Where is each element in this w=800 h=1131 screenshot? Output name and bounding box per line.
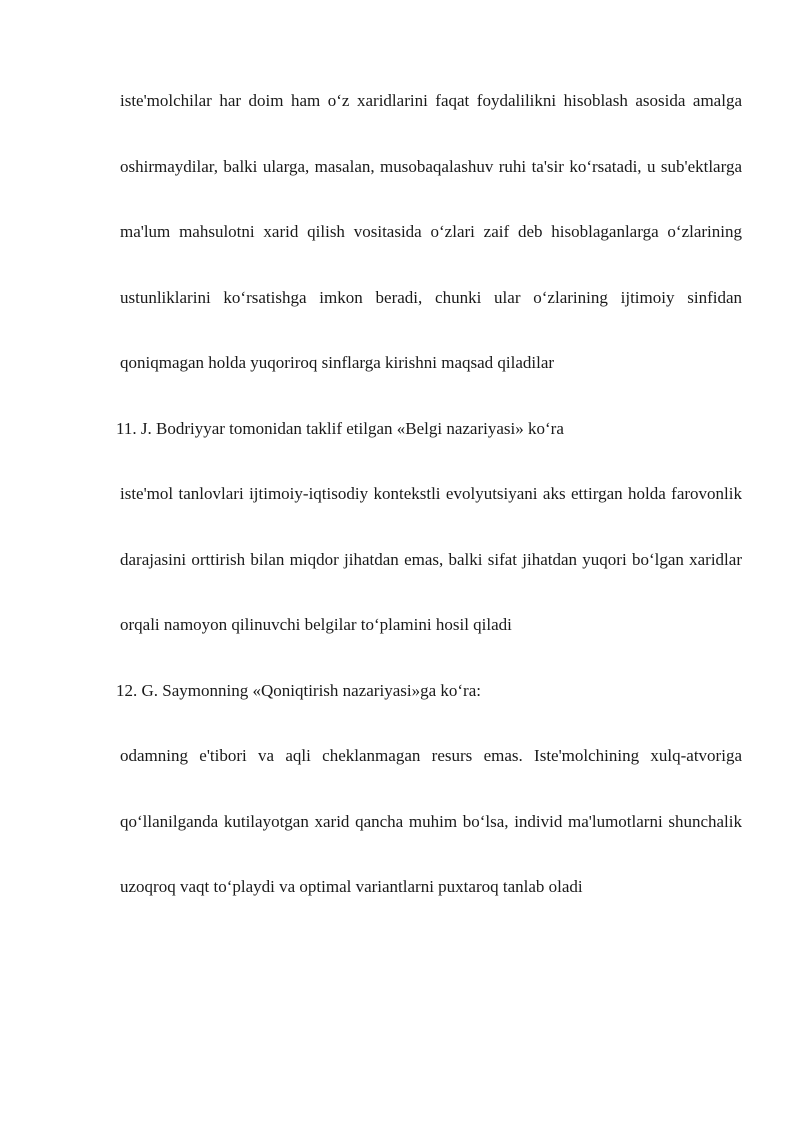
heading-simon-satisficing-theory: 12. G. Saymonning «Qoniqtirish nazariyasi»ga ko‘ra: <box>116 680 481 700</box>
document-page <box>116 68 742 920</box>
paragraph-sign-theory: iste'mol tanlovlari ijtimoiy-iqtisodiy kontekstli evolyutsiyani aks ettirgan holda farovonlik darajasini orttirish bilan miqdor jihatdan emas, balki sifat jihatdan yuqori bo‘lgan xaridlar orqali namoyon qilinuvchi belgilar to‘plamini hosil qiladi <box>120 484 742 634</box>
paragraph-consumer-competition: iste'molchilar har doim ham o‘z xaridlarini faqat foydalilikni hisoblash asosida amalga oshirmaydilar, balki ularga, masalan, musobaqalashuv ruhi ta'sir ko‘rsatadi, u sub'ektlarga ma'lum mahsulotni xarid qilish vositasida o‘zlari zaif deb hisoblaganlarga o‘zlarining ustunliklarini ko‘rsatishga imkon beradi, chunki ular o‘zlarining ijtimoiy sinfidan qoniqmagan holda yuqoriroq sinflarga kirishni maqsad qiladilar <box>120 91 742 372</box>
paragraph-satisficing-theory: odamning e'tibori va aqli cheklanmagan resurs emas. Iste'molchining xulq-atvoriga qo‘llanilganda kutilayotgan xarid qancha muhim bo‘lsa, individ ma'lumotlarni shunchalik uzoqroq vaqt to‘playdi va optimal variantlarni puxtaroq tanlab oladi <box>120 746 742 896</box>
heading-baudrillard-sign-theory: 11. J. Bodriyyar tomonidan taklif etilgan «Belgi nazariyasi» ko‘ra <box>116 418 564 438</box>
